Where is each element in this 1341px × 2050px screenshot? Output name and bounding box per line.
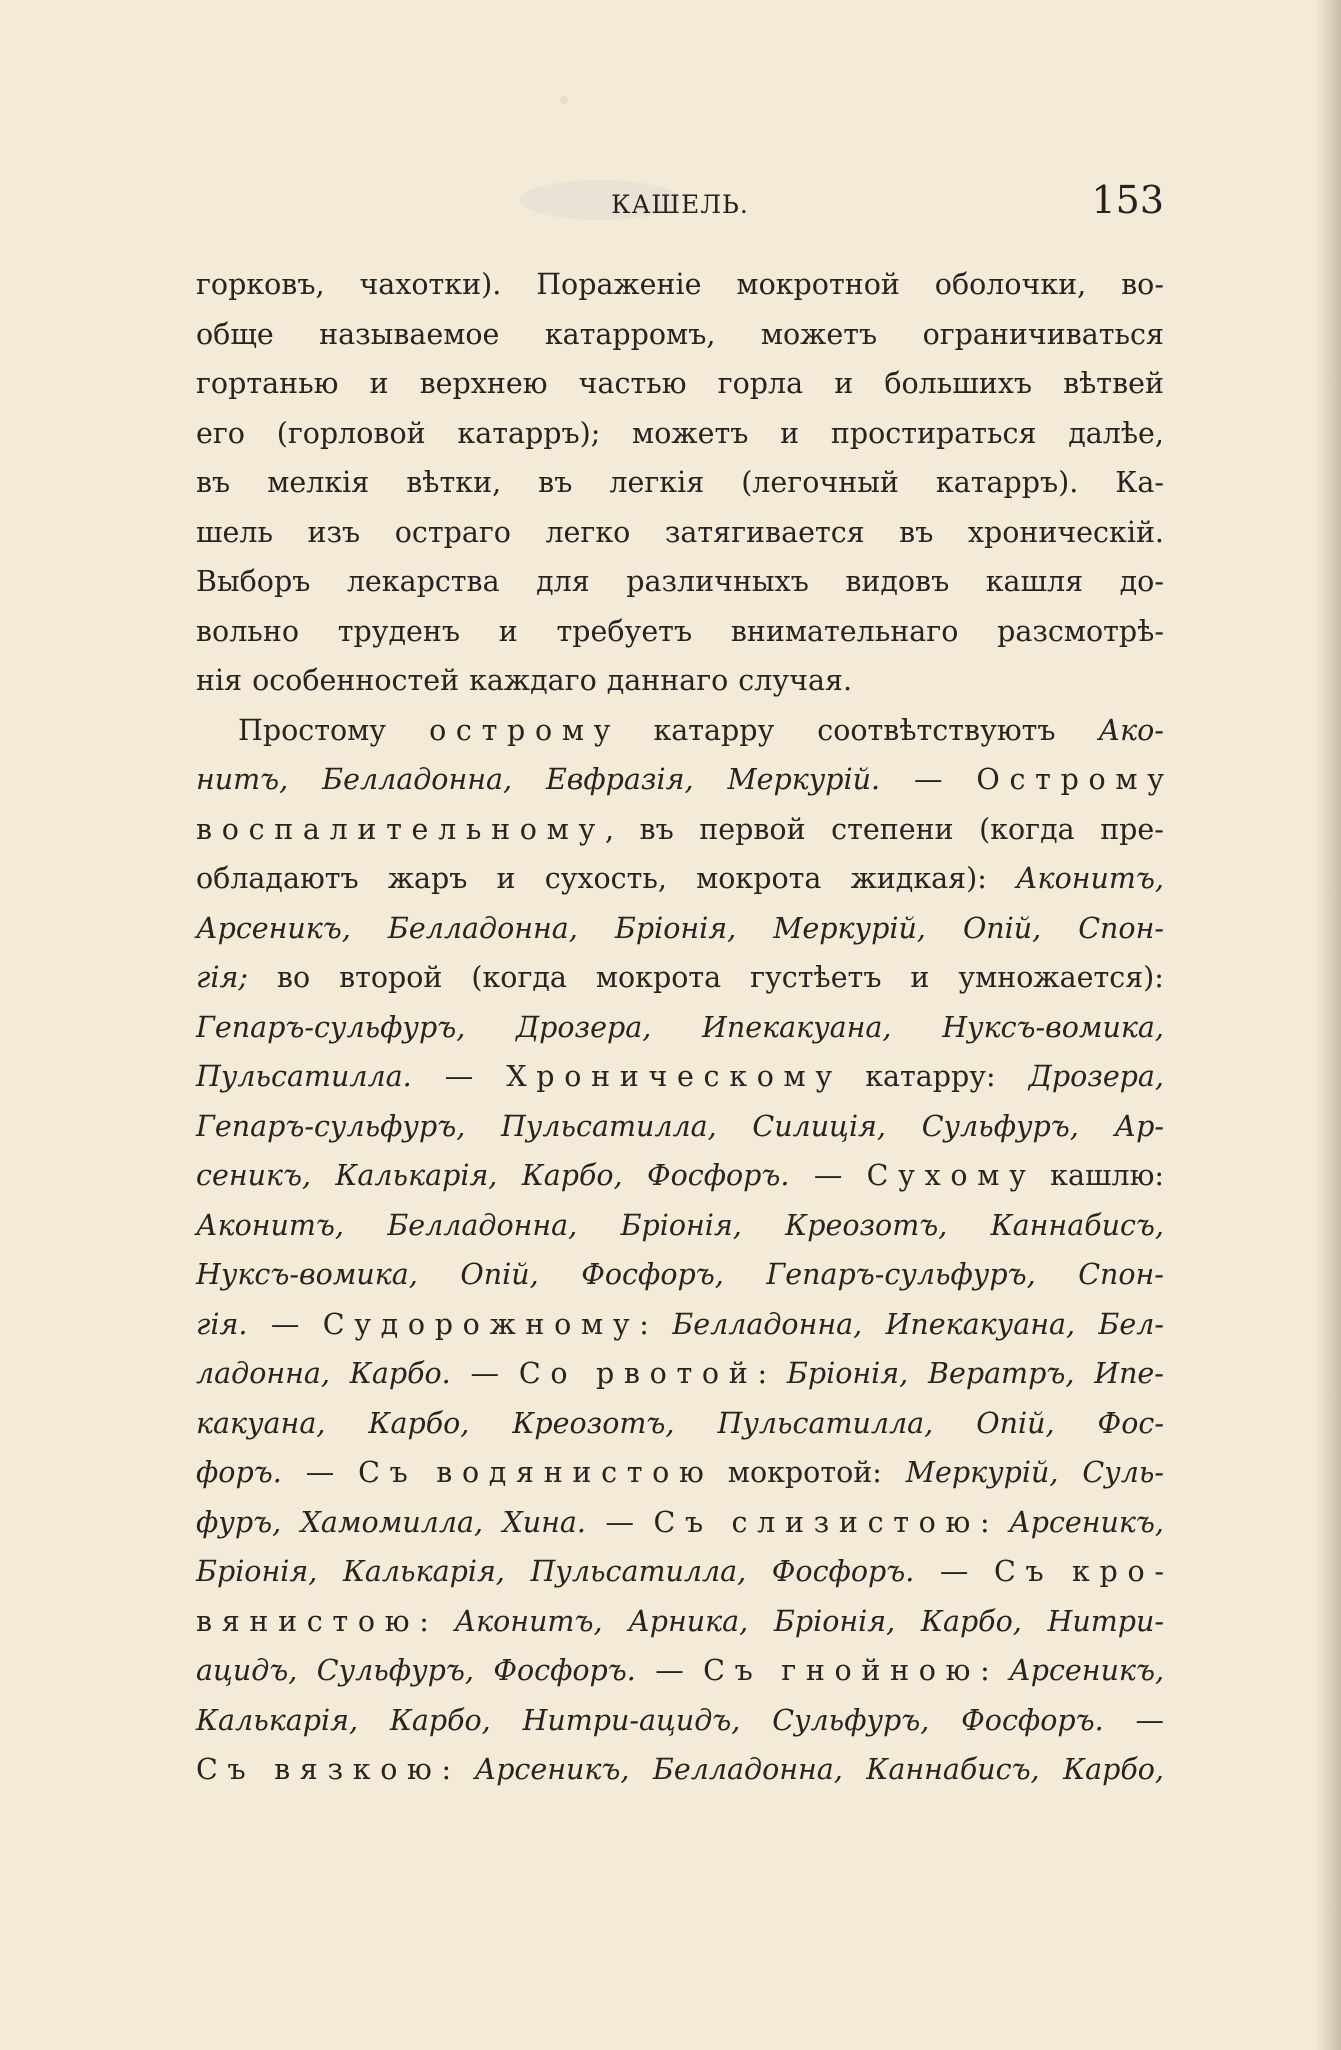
remedy-name: Калькарія, [342, 1555, 505, 1588]
word: вольно [196, 614, 299, 648]
remedy-name: Белладонна, [672, 1307, 863, 1341]
text-line [196, 1159, 1164, 1209]
remedy-name: Карбо, [1063, 1753, 1164, 1786]
remedy-name: Аконитъ, [454, 1604, 603, 1638]
spaced-term: вянистою: [196, 1604, 439, 1638]
word: въ [196, 466, 231, 499]
word: Выборъ [196, 565, 311, 598]
remedy-name: Сульфуръ, [316, 1654, 474, 1687]
word: можетъ [632, 416, 749, 450]
remedy-name: Креозотъ, [512, 1406, 675, 1440]
remedy-name: Бріонія, [620, 1208, 742, 1242]
remedy-name: Арсеникъ, [1009, 1505, 1164, 1539]
text-line [196, 1110, 1164, 1160]
remedy-name: гія; [196, 961, 248, 994]
remedy-name: Опій, [962, 911, 1042, 945]
word: умножается): [958, 961, 1164, 994]
word: требуетъ [556, 614, 693, 648]
word: особенностей [252, 664, 460, 697]
remedy-name: Арсеникъ, [196, 911, 351, 945]
word: остраго [394, 515, 511, 549]
word: кашлю: [1050, 1159, 1164, 1192]
word: сухость, [544, 862, 667, 895]
word: вѣтвей [1063, 367, 1164, 400]
word: случая. [738, 664, 853, 697]
remedy-name: Каннабисъ, [866, 1753, 1040, 1786]
remedy-name: Аконитъ, [196, 1208, 344, 1242]
remedy-name: фуръ, [196, 1505, 282, 1539]
word: въ [538, 466, 573, 499]
remedy-name: Ар- [1114, 1109, 1164, 1143]
word: въ [639, 812, 674, 846]
remedy-name: Ипе- [1094, 1357, 1164, 1390]
remedy-name: Опій, [976, 1406, 1055, 1440]
page-edge-shadow [1315, 0, 1341, 2050]
word: затягивается [664, 515, 865, 549]
remedy-name: Нуксъ-вомика, [942, 1010, 1164, 1044]
remedy-name: Белладонна, [387, 911, 578, 945]
word: обладаютъ [196, 862, 359, 895]
remedy-name: какуана, [196, 1406, 326, 1440]
remedy-name: Сульфуръ, [772, 1703, 930, 1737]
remedy-name: Меркурій. [727, 763, 881, 796]
text-line [196, 1555, 1174, 1605]
remedy-name: Фосфоръ, [581, 1258, 724, 1291]
word: — [270, 1307, 300, 1341]
remedy-name: Фосфоръ. [493, 1654, 636, 1687]
word: мокрота [595, 961, 722, 994]
word: называемое [319, 317, 500, 351]
text-line [196, 1605, 1164, 1655]
word: и [496, 862, 516, 895]
word: — [655, 1654, 684, 1687]
text-line [196, 961, 1164, 1011]
text-line [196, 565, 1164, 615]
remedy-name: Гепаръ-сульфуръ, [196, 1010, 466, 1044]
spaced-term: Со рвотой: [518, 1357, 777, 1390]
remedy-name: Аконитъ, [1015, 862, 1164, 895]
word: катарръ). [935, 466, 1079, 499]
text-line [196, 1308, 1164, 1358]
word: — [470, 1357, 500, 1390]
remedy-name: Пульсатилла, [717, 1406, 934, 1440]
text-line [196, 615, 1164, 665]
remedy-name: Меркурій, [905, 1456, 1059, 1489]
word: и [834, 367, 854, 400]
word: видовъ [845, 565, 950, 598]
word: Ка- [1115, 466, 1164, 499]
remedy-name: ацидъ, [196, 1654, 298, 1687]
remedy-name: Вератръ, [928, 1357, 1075, 1390]
remedy-name: Гепаръ-сульфуръ, [766, 1258, 1036, 1291]
word: катарръ); [457, 416, 601, 450]
word: для [536, 565, 590, 598]
word: легко [545, 515, 631, 549]
text-line [196, 714, 1164, 764]
word: катарру: [865, 1060, 996, 1093]
word: обще [196, 317, 274, 351]
text-line [196, 1456, 1164, 1506]
word: чахотки). [359, 268, 502, 301]
remedy-name: Фос- [1097, 1406, 1164, 1440]
word: шель [196, 515, 273, 549]
remedy-name: Креозотъ, [785, 1208, 948, 1242]
remedy-name: Ипекакуана, [885, 1307, 1076, 1341]
word: (легочный [741, 466, 899, 499]
spaced-term: Судорожному: [322, 1307, 659, 1341]
remedy-name: Каннабисъ, [990, 1208, 1164, 1242]
text-line [196, 318, 1164, 368]
spaced-term: Сухому [866, 1159, 1036, 1192]
text-line [196, 1011, 1164, 1061]
word: различныхъ [626, 565, 809, 598]
spaced-term: острому [429, 713, 621, 747]
word: въ [899, 515, 934, 549]
word: и [780, 416, 800, 450]
word: разсмотрѣ- [997, 614, 1164, 648]
spaced-term: Острому [976, 763, 1174, 796]
word: пре- [1100, 812, 1164, 846]
remedy-name: Пульсатилла, [500, 1109, 717, 1143]
text-line [196, 268, 1164, 318]
word: нія [196, 664, 243, 697]
remedy-name: Карбо, [389, 1703, 491, 1737]
word: частью [578, 367, 687, 400]
remedy-name: Арсеникъ, [474, 1753, 630, 1786]
word: — [939, 1555, 969, 1588]
page-header [196, 178, 1164, 228]
word: горковъ, [196, 268, 325, 301]
running-title: КАШЕЛЬ. [611, 190, 749, 219]
remedy-name: Пульсатилла. [196, 1060, 412, 1093]
word: и [498, 614, 518, 648]
remedy-name: Фосфоръ. [771, 1555, 915, 1588]
word: большихъ [884, 367, 1032, 400]
word: — [813, 1159, 843, 1192]
word: гортанью [196, 367, 339, 400]
remedy-name: Нуксъ-вомика, [196, 1258, 418, 1291]
remedy-name: Силиція, [752, 1109, 886, 1143]
word: горла [717, 367, 804, 400]
remedy-name: Опій, [460, 1258, 539, 1291]
spaced-term: Съ гнойною: [703, 1654, 1000, 1687]
word: можетъ [760, 317, 878, 351]
remedy-name: сеникъ, [196, 1159, 312, 1192]
text-line [196, 813, 1164, 863]
text-line [196, 862, 1164, 912]
word: второй [339, 961, 443, 994]
remedy-name: Ако- [1098, 713, 1164, 747]
word: мелкія [267, 466, 370, 499]
text-line [196, 763, 1174, 813]
word: и [910, 961, 930, 994]
remedy-name: Карбо, [920, 1604, 1022, 1638]
text-line [196, 516, 1164, 566]
remedy-name: Фосфоръ. [961, 1703, 1104, 1737]
word: катарру [653, 713, 775, 747]
word: — [913, 763, 943, 796]
remedy-name: гія. [196, 1307, 248, 1341]
word: Пораженіе [536, 268, 702, 301]
remedy-name: Гепаръ-сульфуръ, [196, 1109, 466, 1143]
word: мокротной [736, 268, 900, 301]
text-line [196, 466, 1164, 516]
text-line [196, 1209, 1164, 1259]
word: жаръ [387, 862, 468, 895]
remedy-name: Евфразія, [545, 763, 694, 796]
text-line [196, 1654, 1164, 1704]
word: до- [1119, 565, 1164, 598]
remedy-name: Бріонія, [196, 1555, 318, 1588]
remedy-name: Спон- [1078, 1258, 1164, 1291]
word: — [1135, 1703, 1164, 1737]
remedy-name: Хамомилла, [300, 1505, 484, 1539]
remedy-name: Фосфоръ. [646, 1159, 790, 1192]
remedy-name: Калькарія, [196, 1703, 359, 1737]
word: труденъ [337, 614, 461, 648]
remedy-name: Ипекакуана, [702, 1010, 892, 1044]
word: кашля [985, 565, 1084, 598]
remedy-name: Суль- [1082, 1456, 1164, 1489]
remedy-name: Дрозера, [1028, 1060, 1164, 1093]
word: каждаго [469, 664, 597, 697]
remedy-name: Пульсатилла, [530, 1555, 747, 1588]
word: густѣетъ [750, 961, 882, 994]
text-line [196, 1060, 1164, 1110]
word: (когда [979, 812, 1075, 846]
word: — [605, 1505, 634, 1539]
word: во- [1121, 268, 1164, 301]
spaced-term: Съ вязкою: [196, 1753, 461, 1786]
remedy-name: Калькарія, [335, 1159, 498, 1192]
remedy-name: Бріонія, [614, 911, 737, 945]
word: его [196, 416, 245, 450]
word: верхнею [419, 367, 548, 400]
remedy-name: Спон- [1078, 911, 1164, 945]
remedy-name: Арсеникъ, [1009, 1654, 1164, 1687]
text-line [196, 1258, 1164, 1308]
remedy-name: нитъ, [196, 763, 289, 796]
word: — [305, 1456, 335, 1489]
remedy-name: Бріонія, [786, 1357, 909, 1390]
word: во [276, 961, 311, 994]
spaced-term: Съ кро- [993, 1555, 1174, 1588]
remedy-name: Дрозера, [515, 1010, 652, 1044]
page-number: 153 [1091, 178, 1164, 222]
word: (горловой [276, 416, 426, 450]
paper-spot [560, 96, 568, 104]
text-line [196, 912, 1164, 962]
word: жидкая): [850, 862, 987, 895]
remedy-name: Карбо, [368, 1406, 470, 1440]
word: даннаго [606, 664, 729, 697]
word: первой [699, 812, 806, 846]
remedy-name: Карбо. [349, 1357, 451, 1390]
remedy-name: Бріонія, [773, 1604, 896, 1638]
remedy-name: Белладонна, [387, 1208, 578, 1242]
word: простираться [830, 416, 1037, 450]
word: (когда [471, 961, 567, 994]
remedy-name: форъ. [196, 1456, 282, 1489]
spaced-term: Хроническому [506, 1060, 842, 1093]
word: вѣтки, [406, 466, 502, 499]
word: мокрота [696, 862, 822, 895]
remedy-name: ладонна, [196, 1357, 330, 1390]
word: степени [831, 812, 954, 846]
remedy-name: Хина. [502, 1505, 586, 1539]
word: катарромъ, [544, 317, 716, 351]
spaced-term: Съ водянистою [358, 1456, 714, 1489]
remedy-name: Белладонна, [652, 1753, 843, 1786]
remedy-name: Белладонна, [322, 763, 513, 796]
remedy-name: Меркурій, [773, 911, 926, 945]
word: внимательнаго [730, 614, 959, 648]
word: Простому [238, 713, 387, 747]
text-line [196, 664, 1164, 714]
body-text [196, 268, 1174, 1803]
text-line [196, 367, 1164, 417]
remedy-name: Сульфуръ, [921, 1109, 1079, 1143]
remedy-name: Бел- [1098, 1307, 1164, 1341]
remedy-name: Нитри- [1047, 1604, 1164, 1638]
text-line [196, 1506, 1164, 1556]
spaced-term: Съ слизистою: [653, 1505, 1000, 1539]
word: далѣе, [1068, 416, 1164, 450]
word: соотвѣтствуютъ [817, 713, 1056, 747]
word: — [444, 1060, 474, 1093]
text-line [196, 1704, 1164, 1754]
text-line [196, 417, 1164, 467]
word: изъ [307, 515, 361, 549]
word: легкія [609, 466, 705, 499]
word: мокротой: [727, 1456, 882, 1489]
word: ограничиваться [922, 317, 1164, 351]
text-line [196, 1753, 1164, 1803]
word: и [369, 367, 389, 400]
word: хроническій. [967, 515, 1164, 549]
remedy-name: Нитри-ацидъ, [522, 1703, 741, 1737]
text-line [196, 1357, 1164, 1407]
word: оболочки, [934, 268, 1087, 301]
spaced-term: воспалительному, [196, 812, 624, 846]
remedy-name: Карбо, [521, 1159, 623, 1192]
word: лекарства [346, 565, 500, 598]
text-line [196, 1407, 1164, 1457]
remedy-name: Арника, [628, 1604, 749, 1638]
